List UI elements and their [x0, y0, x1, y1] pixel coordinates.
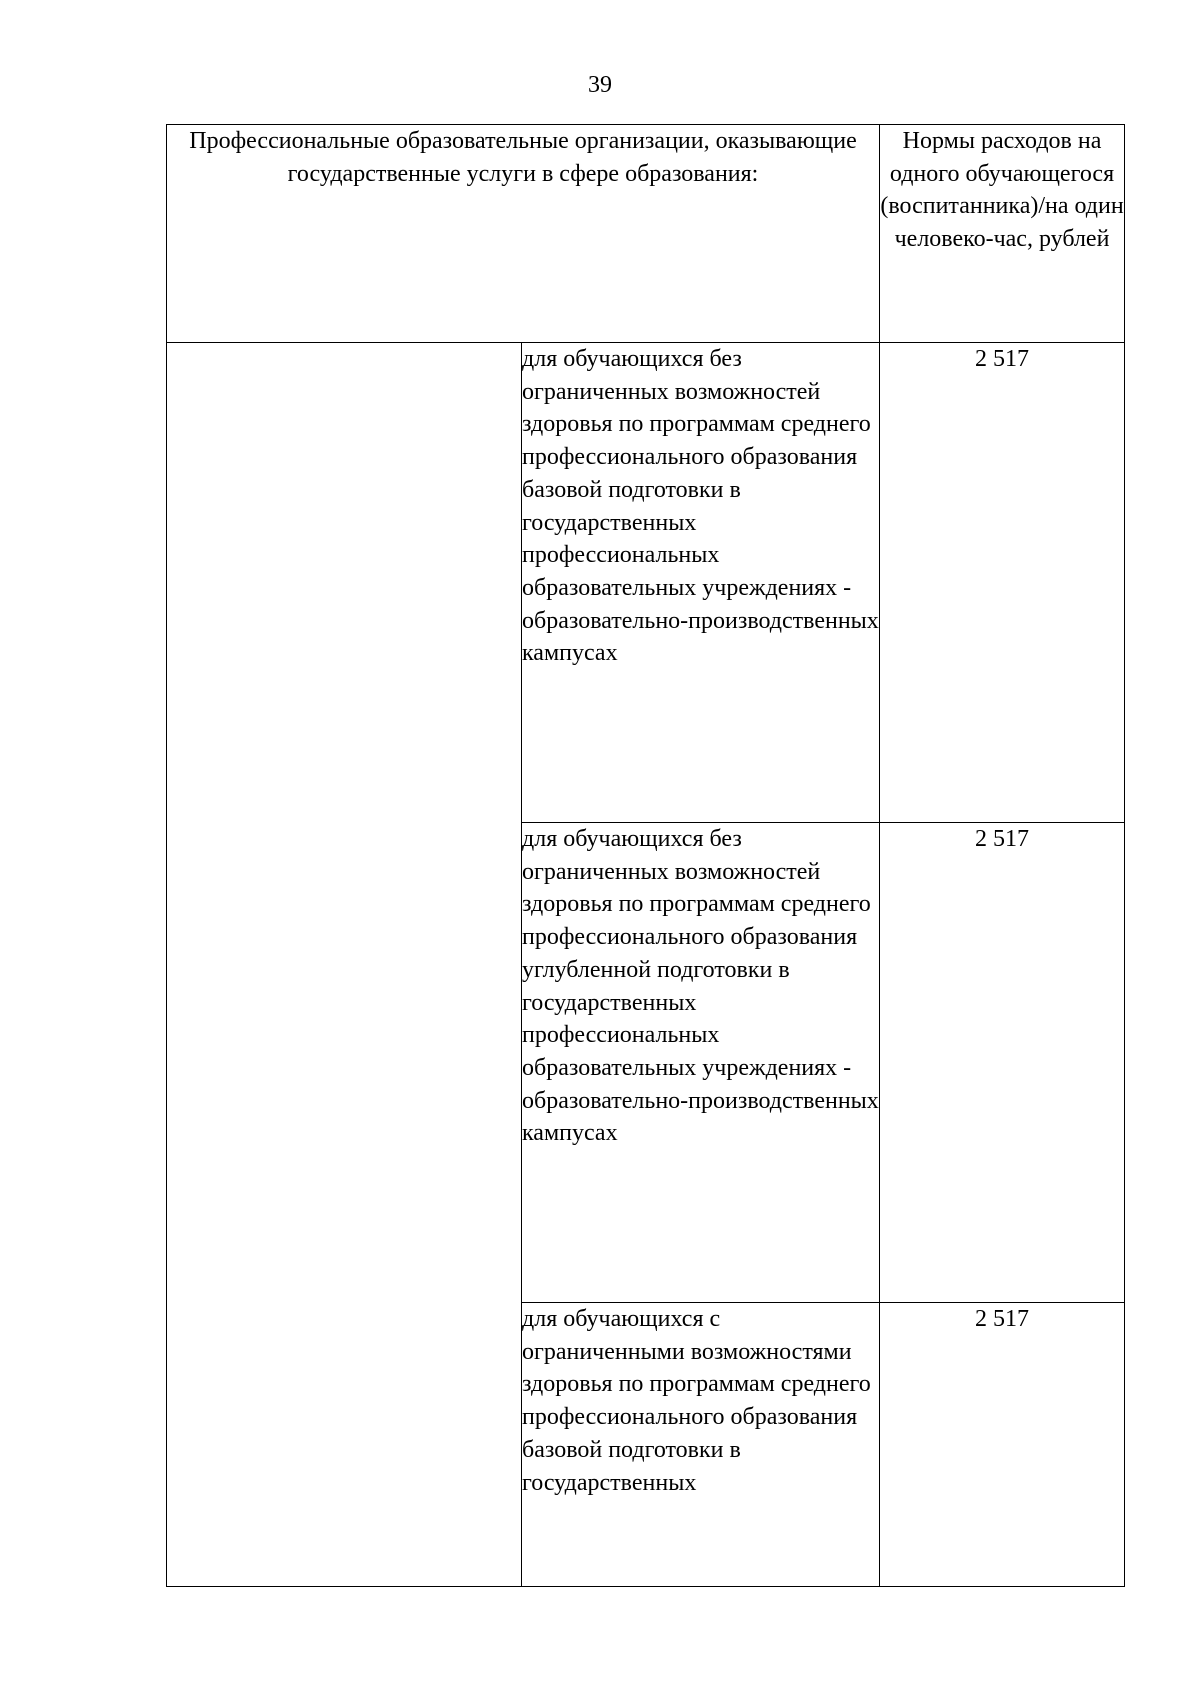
page-number: 39	[588, 72, 612, 98]
row-value: 2 517	[880, 1303, 1125, 1587]
expense-norms-table	[166, 124, 1125, 1587]
row-description: для обучающихся без ограниченных возможностей здоровья по программам среднего профессионального образования углубленной подготовки в государственных профессиональных образовательных учреждениях - образовательно-производственных кампусах	[522, 823, 880, 1303]
header-norm-title: Нормы расходов на одного обучающегося (воспитанника)/на один человеко-час, рублей	[880, 125, 1125, 343]
table-header-row	[167, 125, 1125, 343]
row-value: 2 517	[880, 823, 1125, 1303]
row-description: для обучающихся без ограниченных возможностей здоровья по программам среднего профессионального образования базовой подготовки в государственных профессиональных образовательных учреждениях - образовательно-производственных кампусах	[522, 343, 880, 823]
empty-category-cell	[167, 343, 522, 1587]
row-description: для обучающихся с ограниченными возможностями здоровья по программам среднего профессионального образования базовой подготовки в государственных	[522, 1303, 880, 1587]
row-value: 2 517	[880, 343, 1125, 823]
header-org-title: Профессиональные образовательные организации, оказывающие государственные услуги в сфере образования:	[167, 125, 880, 343]
table-row	[167, 343, 1125, 823]
